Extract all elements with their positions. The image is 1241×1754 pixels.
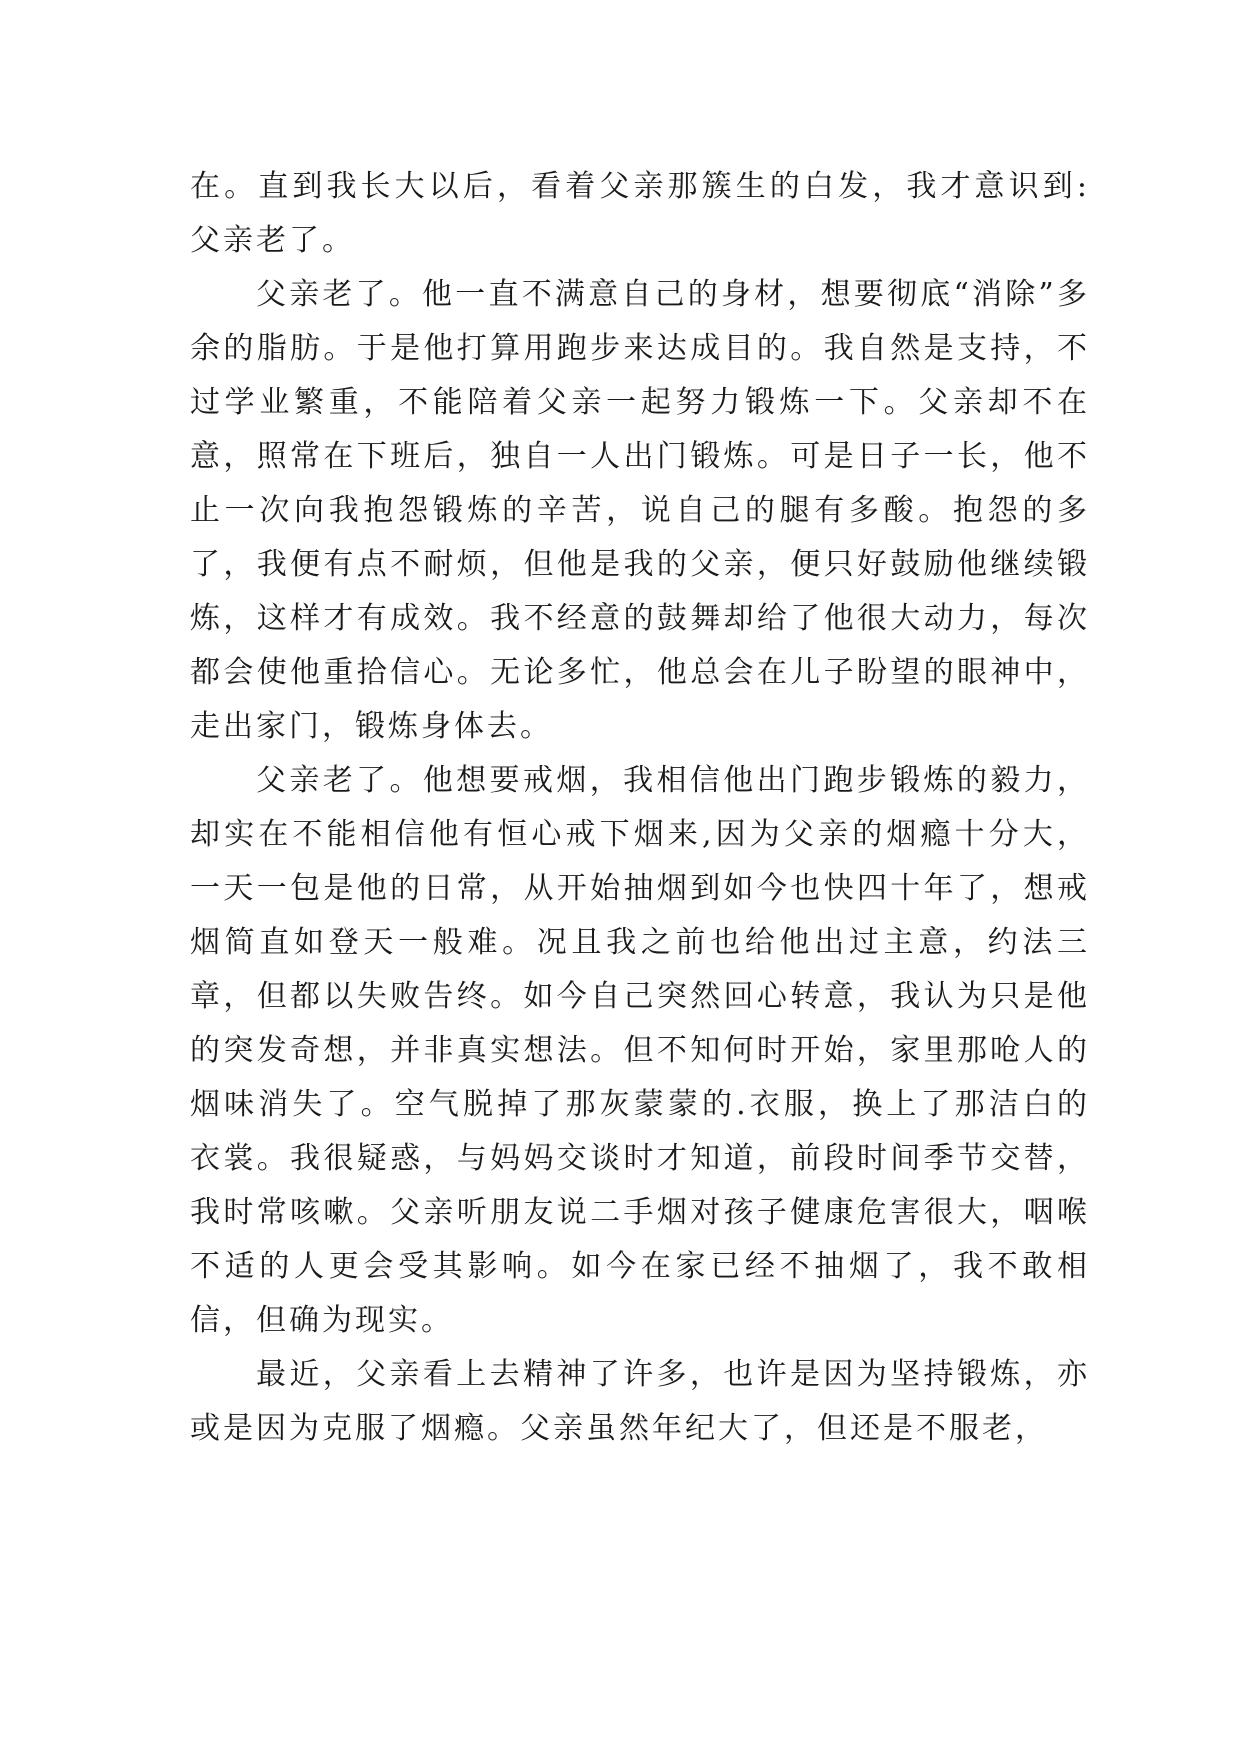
paragraph-4: 最近，父亲看上去精神了许多，也许是因为坚持锻炼，亦或是因为克服了烟瘾。父亲虽然年纪大了，但还是不服老，	[190, 1357, 1090, 1446]
document-body	[190, 160, 1090, 1456]
paragraph-1: 在。直到我长大以后，看着父亲那簇生的白发，我才意识到:父亲老了。	[190, 169, 1090, 258]
paragraph-3: 父亲老了。他想要戒烟，我相信他出门跑步锻炼的毅力，却实在不能相信他有恒心戒下烟来,因为父亲的烟瘾十分大，一天一包是他的日常，从开始抽烟到如今也快四十年了，想戒烟简直如登天一般难。况且我之前也给他出过主意，约法三章，但都以失败告终。如今自己突然回心转意，我认为只是他的突发奇想，并非真实想法。但不知何时开始，家里那呛人的烟味消失了。空气脱掉了那灰蒙蒙的.衣服，换上了那洁白的衣裳。我很疑惑，与妈妈交谈时才知道，前段时间季节交替，我时常咳嗽。父亲听朋友说二手烟对孩子健康危害很大，咽喉不适的人更会受其影响。如今在家已经不抽烟了，我不敢相信，但确为现实。	[190, 763, 1090, 1338]
paragraph-2: 父亲老了。他一直不满意自己的身材，想要彻底“消除”多余的脂肪。于是他打算用跑步来达成目的。我自然是支持，不过学业繁重，不能陪着父亲一起努力锻炼一下。父亲却不在意，照常在下班后，独自一人出门锻炼。可是日子一长，他不止一次向我抱怨锻炼的辛苦，说自己的腿有多酸。抱怨的多了，我便有点不耐烦，但他是我的父亲，便只好鼓励他继续锻炼，这样才有成效。我不经意的鼓舞却给了他很大动力，每次都会使他重拾信心。无论多忙，他总会在儿子盼望的眼神中，走出家门，锻炼身体去。	[190, 277, 1090, 744]
